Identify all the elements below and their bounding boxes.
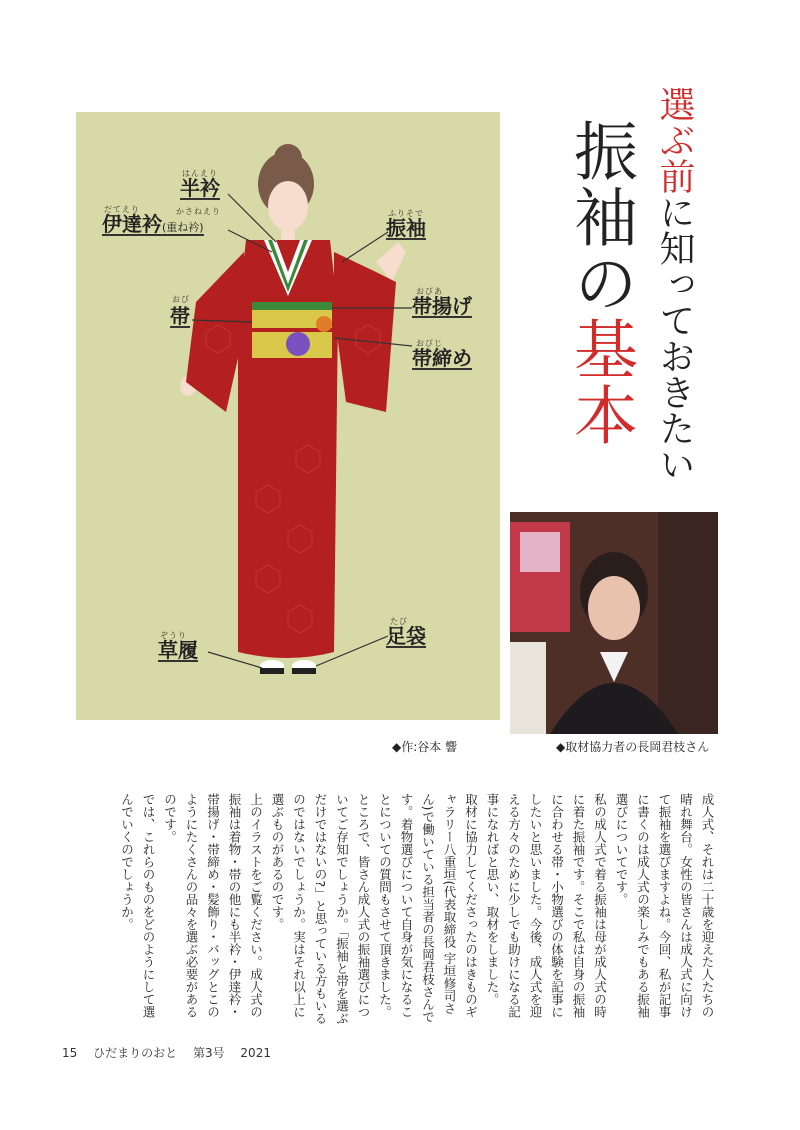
datemeri-ruby: だてえり <box>104 205 140 214</box>
label-datemeri: 伊達衿(重ね衿) <box>102 212 204 236</box>
kasaneri-ruby: かさねえり <box>176 207 221 216</box>
subtitle-red: 選ぶ前 <box>654 86 695 194</box>
obi-ruby: おび <box>172 295 190 304</box>
illustrator-caption: ◆作:谷本 響 <box>392 740 458 754</box>
label-obi: 帯 <box>170 304 190 328</box>
title-red: 基本 <box>563 316 637 448</box>
publication-name: ひだまりのおと <box>93 1046 178 1060</box>
photo-caption: ◆取材協力者の長岡君枝さん <box>556 740 710 754</box>
label-haneri: 半衿 <box>180 176 220 200</box>
furisode-ruby: ふりそで <box>388 209 424 218</box>
title-black: 振袖の <box>563 118 637 316</box>
page-number: 15 <box>62 1046 78 1060</box>
haneri-ruby: はんえり <box>182 169 218 178</box>
label-obijime: 帯締め <box>412 346 472 370</box>
paragraph: 私の成人式で着る振袖は母が成人式の時に着た振袖です。そこで私は自身の振袖に合わせる帯・小物選びの体験を記事にしたいと思いました。今後、成人式を迎える方々のために少しでも助けになる記事になればと思い、取材をしました。 <box>485 793 608 1018</box>
page-footer <box>62 1044 283 1061</box>
label-zouri: 草履 <box>158 638 198 662</box>
page-title <box>563 118 637 448</box>
subtitle <box>654 86 695 482</box>
article-body <box>112 793 718 1025</box>
label-obiage: 帯揚げ <box>412 294 472 318</box>
label-tabi: 足袋 <box>386 624 426 648</box>
subtitle-rest: に知っておきたい <box>654 194 695 482</box>
paragraph: 上のイラストをご覧ください。成人式の振袖は着物・帯の他にも半衿・伊達衿・帯揚げ・帯締め・髪飾り・バッグとこのようにたくさんの品々を選ぶ必要があるのです。 <box>162 793 264 1018</box>
label-furisode: 振袖 <box>386 216 426 240</box>
issue-number: 第3号 <box>192 1046 225 1060</box>
publication-year: 2021 <box>240 1046 271 1060</box>
paragraph: ところで、皆さん成人式の振袖選びについてご存知でしょうか。「振袖と帯を選ぶだけではないの?」と思っている方もいるのではないでしょうか。実はそれ以上に選ぶものがあるのです。 <box>270 793 371 1025</box>
paragraph: では、これらのものをどのようにして選んでいくのでしょうか。 <box>119 793 156 1018</box>
kimono-illustration <box>76 112 500 720</box>
paragraph: 成人式、それは二十歳を迎えた人たちの晴れ舞台。女性の皆さんは成人式に向けて振袖を選びますよね。今回、私が記事に書くのは成人式の楽しみでもある振袖選びについてです。 <box>614 793 715 1018</box>
obijime-ruby: おびじ <box>416 339 443 348</box>
paragraph: 取材に協力してくださったのはきものギャラリー八重垣(代表取締役 宇垣修司さん)で働いている担当者の長岡君枝さんです。着物選びについて自身が気になることについての質問もさせて頂きました。 <box>377 793 479 1023</box>
zouri-ruby: ぞうり <box>160 631 187 640</box>
obiage-ruby: おびあ <box>416 287 443 296</box>
interviewee-photo <box>510 512 718 734</box>
tabi-ruby: たび <box>390 617 408 626</box>
photo-drawing <box>510 512 718 734</box>
